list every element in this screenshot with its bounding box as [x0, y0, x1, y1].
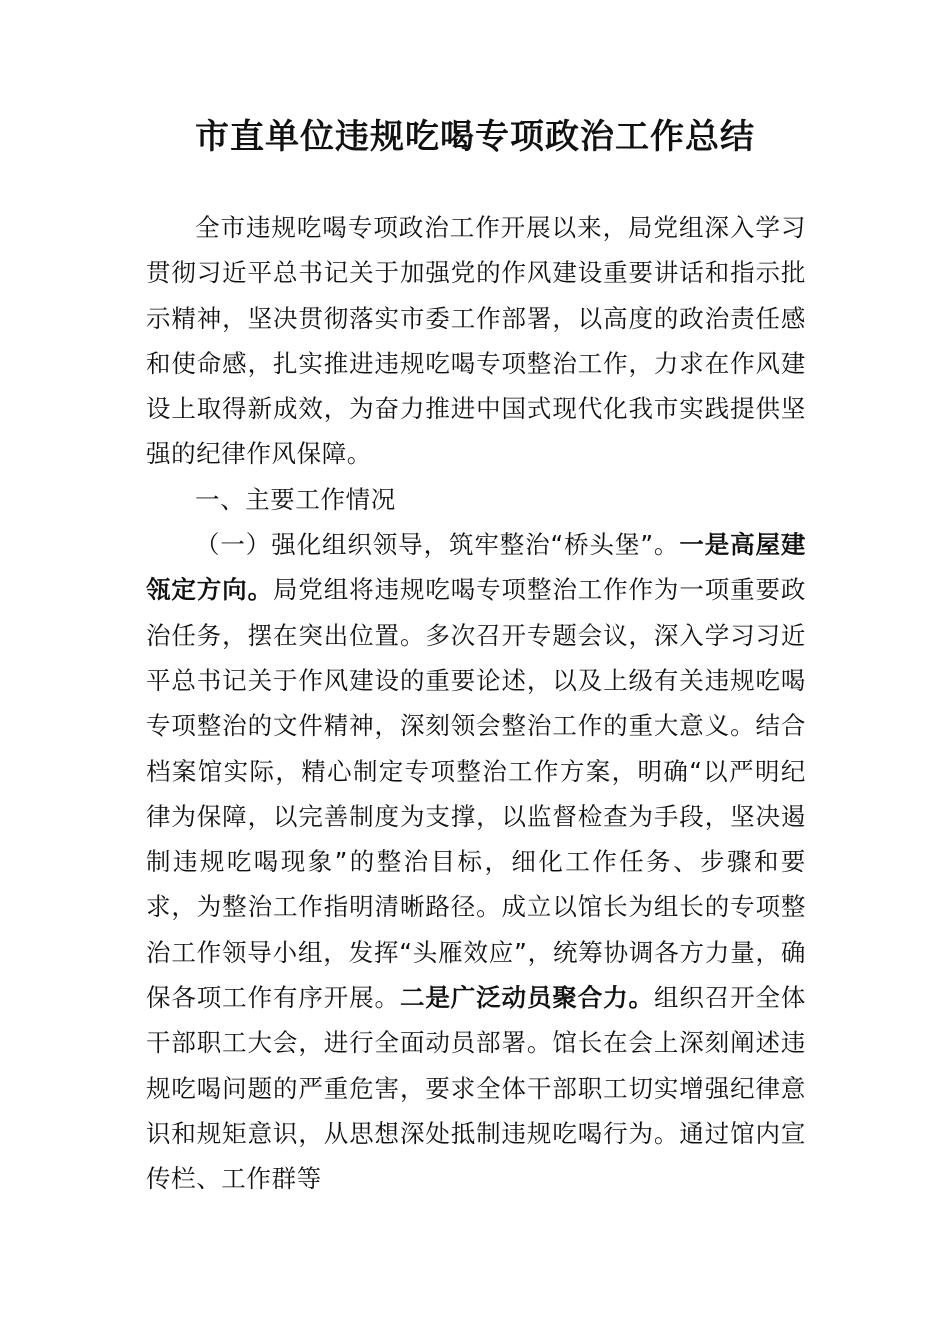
document-title: 市直单位违规吃喝专项政治工作总结 — [195, 117, 755, 157]
section1-paragraph — [146, 522, 806, 1201]
point2-label: 二是广泛动员聚合力。 — [399, 983, 654, 1013]
document-body — [146, 205, 806, 1202]
intro-paragraph: 全市违规吃喝专项政治工作开展以来，局党组深入学习贯彻习近平总书记关于加强党的作风建设重要讲话和指示批示精神，坚决贯彻落实市委工作部署，以高度的政治责任感和使命感，扎实推进违规吃喝专项整治工作，力求在作风建设上取得新成效，为奋力推进中国式现代化我市实践提供坚强的纪律作风保障。 — [146, 213, 806, 469]
point1-label: 一是高屋建瓴定方向。 — [146, 530, 806, 605]
subsection-lead: （一）强化组织领导，筑牢整治“桥头堡”。 — [195, 530, 680, 560]
point2-text: 组织召开全体干部职工大会，进行全面动员部署。馆长在会上深刻阐述违规吃喝问题的严重危害，要求全体干部职工切实增强纪律意识和规矩意识，从思想深处抵制违规吃喝行为。通过馆内宣传栏、工作群等 — [146, 983, 807, 1194]
point1-text: 局党组将违规吃喝专项整治工作作为一项重要政治任务，摆在突出位置。多次召开专题会议，深入学习习近平总书记关于作风建设的重要论述，以及上级有关违规吃喝专项整治的文件精神，深刻领会整治工作的重大意义。结合档案馆实际，精心制定专项整治工作方案，明确“以严明纪律为保障，以完善制度为支撑，以监督检查为手段，坚决遏制违规吃喝现象”的整治目标，细化工作任务、步骤和要求，为整治工作指明清晰路径。成立以馆长为组长的专项整治工作领导小组，发挥“头雁效应”，统筹协调各方力量，确保各项工作有序开展。 — [146, 575, 806, 1013]
section-heading: 一、主要工作情况 — [195, 484, 396, 514]
